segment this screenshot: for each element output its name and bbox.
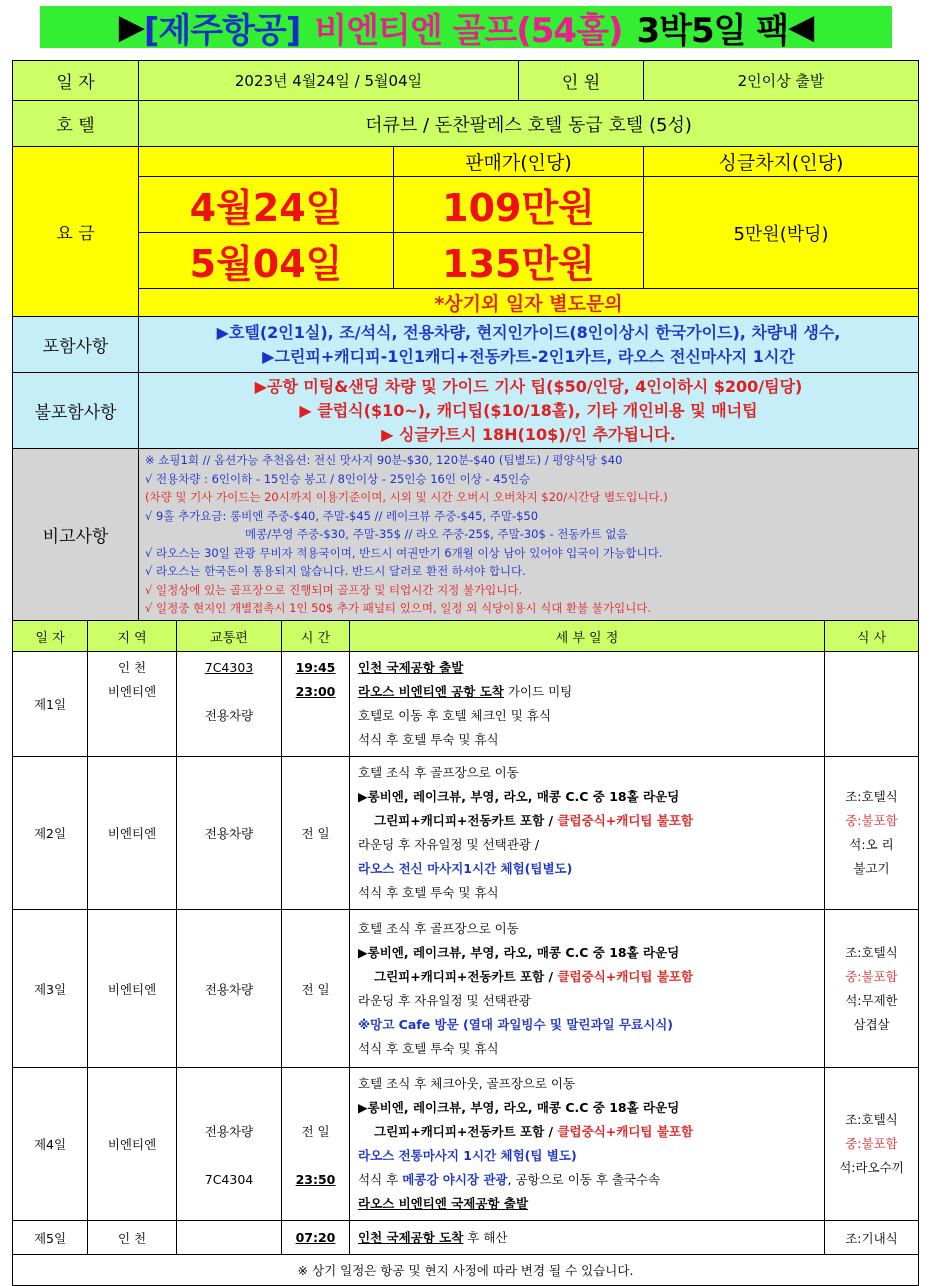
transport-cell: [177, 1221, 282, 1255]
meal-cell: [825, 1068, 919, 1221]
detail-line: 석식 후 호텔 투숙 및 휴식: [358, 732, 499, 747]
header-time: 시 간: [282, 621, 350, 652]
include-line: ▶그린피+캐디피-1인1캐디+전동카트-2인1카트, 라오스 전신마사지 1시간: [262, 346, 795, 366]
time-cell: [282, 652, 350, 757]
region-cell: [88, 652, 177, 757]
detail-line: 그린피+캐디피+전동카트 포함 / 클럽중식+캐디팁 불포함: [374, 1124, 694, 1139]
detail-line: 석식 후 호텔 투숙 및 휴식: [358, 1040, 499, 1056]
detail-line: 호텔 조식 후 골프장으로 이동: [358, 765, 519, 780]
meal-dinner: 석:오 리: [849, 837, 894, 852]
header-detail: 세 부 일 정: [350, 621, 825, 652]
page-title: [40, 6, 892, 51]
remark-line: (차량 및 기사 가이드는 20시까지 이용기준이며, 시외 및 시간 오버시 오버차지 $20/시간당 별도입니다.): [145, 490, 668, 504]
date-label: 일 자: [13, 61, 139, 101]
meal-cell: [825, 652, 919, 757]
detail-line: 그린피+캐디피+전동카트 포함 / 클럽중식+캐디팁 불포함: [374, 968, 694, 984]
time-cell: 전 일: [282, 910, 350, 1068]
meal-dinner-2: 삼겹살: [853, 1016, 890, 1032]
detail-cell: [350, 910, 825, 1068]
schedule-row-day2: [13, 757, 919, 910]
schedule-row-day3: [13, 910, 919, 1068]
region-cell: 비엔티엔: [88, 910, 177, 1068]
header-transport: 교통편: [177, 621, 282, 652]
meal-cell: 조:기내식: [825, 1221, 919, 1255]
region-line: 비엔티엔: [107, 684, 157, 699]
region-cell: 인 천: [88, 1221, 177, 1255]
trip-duration: 3박5일 팩: [636, 10, 789, 51]
remark-line: √ 전용차량 : 6인이하 - 15인승 봉고 / 8인이상 - 25인승 16인 이상 - 45인승: [145, 471, 531, 486]
meal-dinner: 석:무제한: [845, 992, 898, 1008]
exclude-line: ▶ 클럽식($10~), 캐디팁($10/18홀), 기타 개인비용 및 매너팁: [299, 400, 758, 420]
schedule-row-day4: [13, 1068, 919, 1221]
remark-line: √ 9홀 추가요금: 롱비엔 주중-$40, 주말-$45 // 레이크뷰 주중-$45, 주말-$50: [145, 508, 539, 523]
detail-line: 라운딩 후 자유일정 및 선택관광 /: [358, 837, 540, 852]
detail-line: ▶롱비엔, 레이크뷰, 부영, 라오, 매콩 C.C 중 18홀 라운딩: [358, 944, 680, 960]
remark-line: ※ 쇼핑1회 // 옵션가능 추천옵션: 전신 맛사지 90분-$30, 120분-$40 (팁별도) / 평양식당 $40: [145, 453, 623, 467]
schedule-table: [12, 620, 919, 1286]
vehicle: 전용차량: [204, 708, 254, 723]
remarks-content: [139, 449, 919, 621]
meal-lunch: 중:불포함: [845, 813, 898, 828]
detail-line: 호텔 조식 후 골프장으로 이동: [358, 920, 519, 936]
include-content: [139, 317, 919, 373]
price-value-2: 135만원: [394, 233, 644, 289]
people-label: 인 원: [519, 61, 644, 101]
remark-line: 메콩/부영 주중-$30, 주말-35$ // 라오 주중-25$, 주말-30$ - 전동카트 없음: [245, 527, 628, 541]
detail-line: 석식 후 메콩강 야시장 관광, 공항으로 이동 후 출국수속: [358, 1172, 661, 1187]
day-label: 제1일: [13, 652, 88, 757]
single-charge-value: 5만원(박딩): [644, 177, 919, 289]
header-meal: 식 사: [825, 621, 919, 652]
price-note: *상기외 일자 별도문의: [139, 289, 919, 317]
time-cell: 07:20: [282, 1221, 350, 1255]
detail-cell: [350, 1221, 825, 1255]
detail-line: 석식 후 호텔 투숙 및 휴식: [358, 885, 499, 900]
detail-line: 라오스 비엔티엔 국제공항 출발: [358, 1196, 529, 1211]
price-header-blank: [139, 147, 394, 177]
detail-line: 라오스 비엔티엔 공항 도착 가이드 미팅: [358, 684, 573, 699]
remark-line: √ 일정중 현지인 개별접촉시 1인 50$ 추가 패널티 있으며, 일정 외 식당이용시 식대 환불 불가입니다.: [145, 601, 652, 615]
transport-cell: 전용차량: [177, 757, 282, 910]
meal-dinner-2: 불고기: [853, 861, 890, 876]
transport-cell: [177, 652, 282, 757]
detail-cell: [350, 757, 825, 910]
flight-number: 7C4304: [204, 1172, 254, 1187]
remarks-label: 비고사항: [13, 449, 139, 621]
info-table: [12, 60, 919, 621]
time-value: 전 일: [301, 1124, 330, 1139]
flight-number: 7C4303: [204, 660, 254, 675]
footnote: ※ 상기 일정은 항공 및 현지 사정에 따라 변경 될 수 있습니다.: [13, 1255, 919, 1286]
include-label: 포함사항: [13, 317, 139, 373]
remark-line: √ 라오스는 한국돈이 통용되지 않습니다. 반드시 달러로 환전 하셔야 합니다.: [145, 564, 526, 578]
exclude-line: ▶공항 미팅&샌딩 차량 및 가이드 기사 팁($50/인당, 4인이하시 $200/팀당): [254, 376, 803, 396]
remark-line: √ 라오스는 30일 관광 무비자 적용국이며, 반드시 여권만기 6개월 이상 남아 있어야 입국이 가능합니다.: [145, 545, 663, 560]
price-date-1: 4월24일: [139, 177, 394, 233]
day-label: 제5일: [13, 1221, 88, 1255]
exclude-label: 불포함사항: [13, 373, 139, 449]
day-label: 제3일: [13, 910, 88, 1068]
region-cell: 비엔티엔: [88, 1068, 177, 1221]
schedule-row-day1: [13, 652, 919, 757]
product-name: 비엔티엔 골프(54홀): [314, 10, 623, 51]
arrow-right-icon: ▶: [118, 7, 144, 47]
detail-line: 인천 국제공항 도착 후 해산: [358, 1229, 508, 1245]
schedule-row-day5: [13, 1221, 919, 1255]
include-line: ▶호텔(2인1실), 조/석식, 전용차량, 현지인가이드(8인이상시 한국가이드), 차량내 생수,: [216, 322, 841, 342]
exclude-line: ▶ 싱글카트시 18H(10$)/인 추가됩니다.: [381, 424, 676, 444]
detail-line: ※망고 Cafe 방문 (열대 과일빙수 및 말린과일 무료시식): [358, 1016, 673, 1032]
meal-lunch: 중:불포함: [845, 1136, 898, 1151]
day-label: 제4일: [13, 1068, 88, 1221]
header-day: 일 자: [13, 621, 88, 652]
time-value: 23:50: [295, 1172, 336, 1187]
transport-cell: [177, 1068, 282, 1221]
time-value: 19:45: [295, 660, 336, 675]
date-value: 2023년 4월24일 / 5월04일: [139, 61, 519, 101]
detail-line: ▶롱비엔, 레이크뷰, 부영, 라오, 매콩 C.C 중 18홀 라운딩: [358, 1100, 680, 1115]
price-label: 요 금: [13, 147, 139, 317]
detail-line: 라오스 전통마사지 1시간 체험(팁 별도): [358, 1148, 577, 1163]
meal-breakfast: 조:호텔식: [845, 1112, 898, 1127]
time-cell: [282, 1068, 350, 1221]
detail-line: 그린피+캐디피+전동카트 포함 / 클럽중식+캐디팁 불포함: [374, 813, 694, 828]
detail-cell: [350, 1068, 825, 1221]
meal-dinner: 석:라오수끼: [839, 1160, 904, 1175]
hotel-value: 더큐브 / 돈찬팔레스 호텔 동급 호텔 (5성): [139, 101, 919, 147]
detail-line: 인천 국제공항 출발: [358, 660, 464, 675]
meal-lunch: 중:불포함: [845, 968, 898, 984]
exclude-content: [139, 373, 919, 449]
meal-cell: [825, 910, 919, 1068]
header-region: 지 역: [88, 621, 177, 652]
detail-line: 호텔로 이동 후 호텔 체크인 및 휴식: [358, 708, 551, 723]
people-value: 2인이상 출발: [644, 61, 919, 101]
detail-line: ▶롱비엔, 레이크뷰, 부영, 라오, 매콩 C.C 중 18홀 라운딩: [358, 789, 680, 804]
time-cell: 전 일: [282, 757, 350, 910]
sale-price-header: 판매가(인당): [394, 147, 644, 177]
region-line: 인 천: [117, 660, 147, 675]
meal-breakfast: 조:호텔식: [845, 944, 898, 960]
hotel-label: 호 텔: [13, 101, 139, 147]
price-date-2: 5월04일: [139, 233, 394, 289]
time-value: 23:00: [295, 684, 336, 699]
detail-line: 라운딩 후 자유일정 및 선택관광: [358, 992, 531, 1008]
arrow-left-icon: ◀: [788, 7, 814, 47]
region-cell: 비엔티엔: [88, 757, 177, 910]
detail-line: 라오스 전신 마사지1시간 체험(팁별도): [358, 861, 573, 876]
meal-cell: [825, 757, 919, 910]
airline-name: [제주항공]: [143, 10, 301, 51]
transport-cell: 전용차량: [177, 910, 282, 1068]
remark-line: √ 일정상에 있는 골프장으로 진행되며 골프장 및 티업시간 지정 불가입니다.: [145, 582, 523, 597]
single-charge-header: 싱글차지(인당): [644, 147, 919, 177]
price-value-1: 109만원: [394, 177, 644, 233]
day-label: 제2일: [13, 757, 88, 910]
detail-cell: [350, 652, 825, 757]
detail-line: 호텔 조식 후 체크아웃, 골프장으로 이동: [358, 1076, 576, 1091]
vehicle: 전용차량: [204, 1124, 254, 1139]
meal-breakfast: 조:호텔식: [845, 789, 898, 804]
